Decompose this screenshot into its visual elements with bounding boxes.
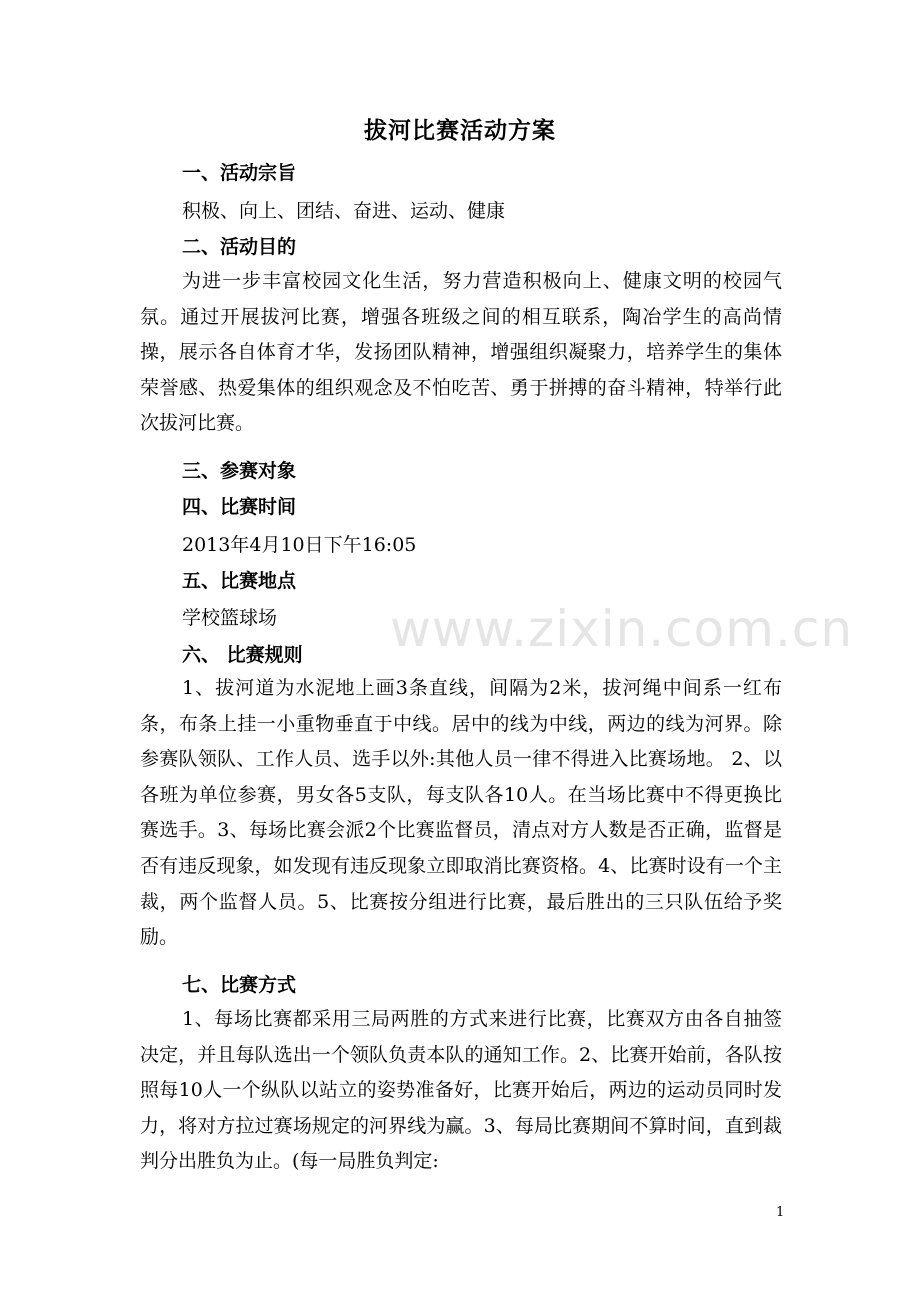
document-title: 拔河比赛活动方案	[364, 117, 556, 144]
page-number: 1	[776, 1205, 785, 1220]
section-5-text: 学校篮球场	[182, 607, 278, 629]
section-4-text: 2013年4月10日下午16:05	[182, 534, 417, 556]
section-1-heading: 一、活动宗旨	[182, 162, 297, 184]
watermark-text: www.zixin.com.cn	[390, 600, 854, 658]
section-6-paragraph: 1、拔河道为水泥地上画3条直线，间隔为2米，拔河绳中间系一红布条，布条上挂一小重物垂直于中线。居中的线为中线，两边的线为河界。除参赛队领队、工作人员、选手以外:其他人员一律不得进入比赛场地。 2、以各班为单位参赛，男女各5支队，每支队各10人。在当场比赛中不得更换比赛选手。3、每场比赛会派2个比赛监督员，清点对方人数是否正确，监督是否有违反现象，如发现有违反现象立即取消比赛资格。4、比赛时设有一个主裁，两个监督人员。5、比赛按分组进行比赛，最后胜出的三只队伍给予奖励。	[140, 677, 782, 949]
section-2-heading: 二、活动目的	[182, 236, 297, 258]
section-2-paragraph: 为进一步丰富校园文化生活，努力营造积极向上、健康文明的校园气氛。通过开展拔河比赛，增强各班级之间的相互联系，陶冶学生的高尚情操，展示各自体育才华，发扬团队精神，增强组织凝聚力，培养学生的集体荣誉感、热爱集体的组织观念及不怕吃苦、勇于拼搏的奋斗精神，特举行此次拔河比赛。	[140, 270, 782, 435]
section-5-heading: 五、比赛地点	[182, 570, 297, 592]
section-7-heading: 七、比赛方式	[182, 974, 297, 996]
section-1-text: 积极、向上、团结、奋进、运动、健康	[182, 200, 506, 222]
section-6-heading: 六、 比赛规则	[182, 644, 303, 666]
section-4-heading: 四、比赛时间	[182, 496, 297, 518]
section-3-heading: 三、参赛对象	[182, 460, 297, 482]
section-7-paragraph: 1、每场比赛都采用三局两胜的方式来进行比赛，比赛双方由各自抽签决定，并且每队选出一个领队负责本队的通知工作。2、比赛开始前，各队按照每10人一个纵队以站立的姿势准备好，比赛开始后，两边的运动员同时发力，将对方拉过赛场规定的河界线为赢。3、每局比赛期间不算时间，直到裁判分出胜负为止。(每一局胜负判定:	[140, 1008, 782, 1173]
